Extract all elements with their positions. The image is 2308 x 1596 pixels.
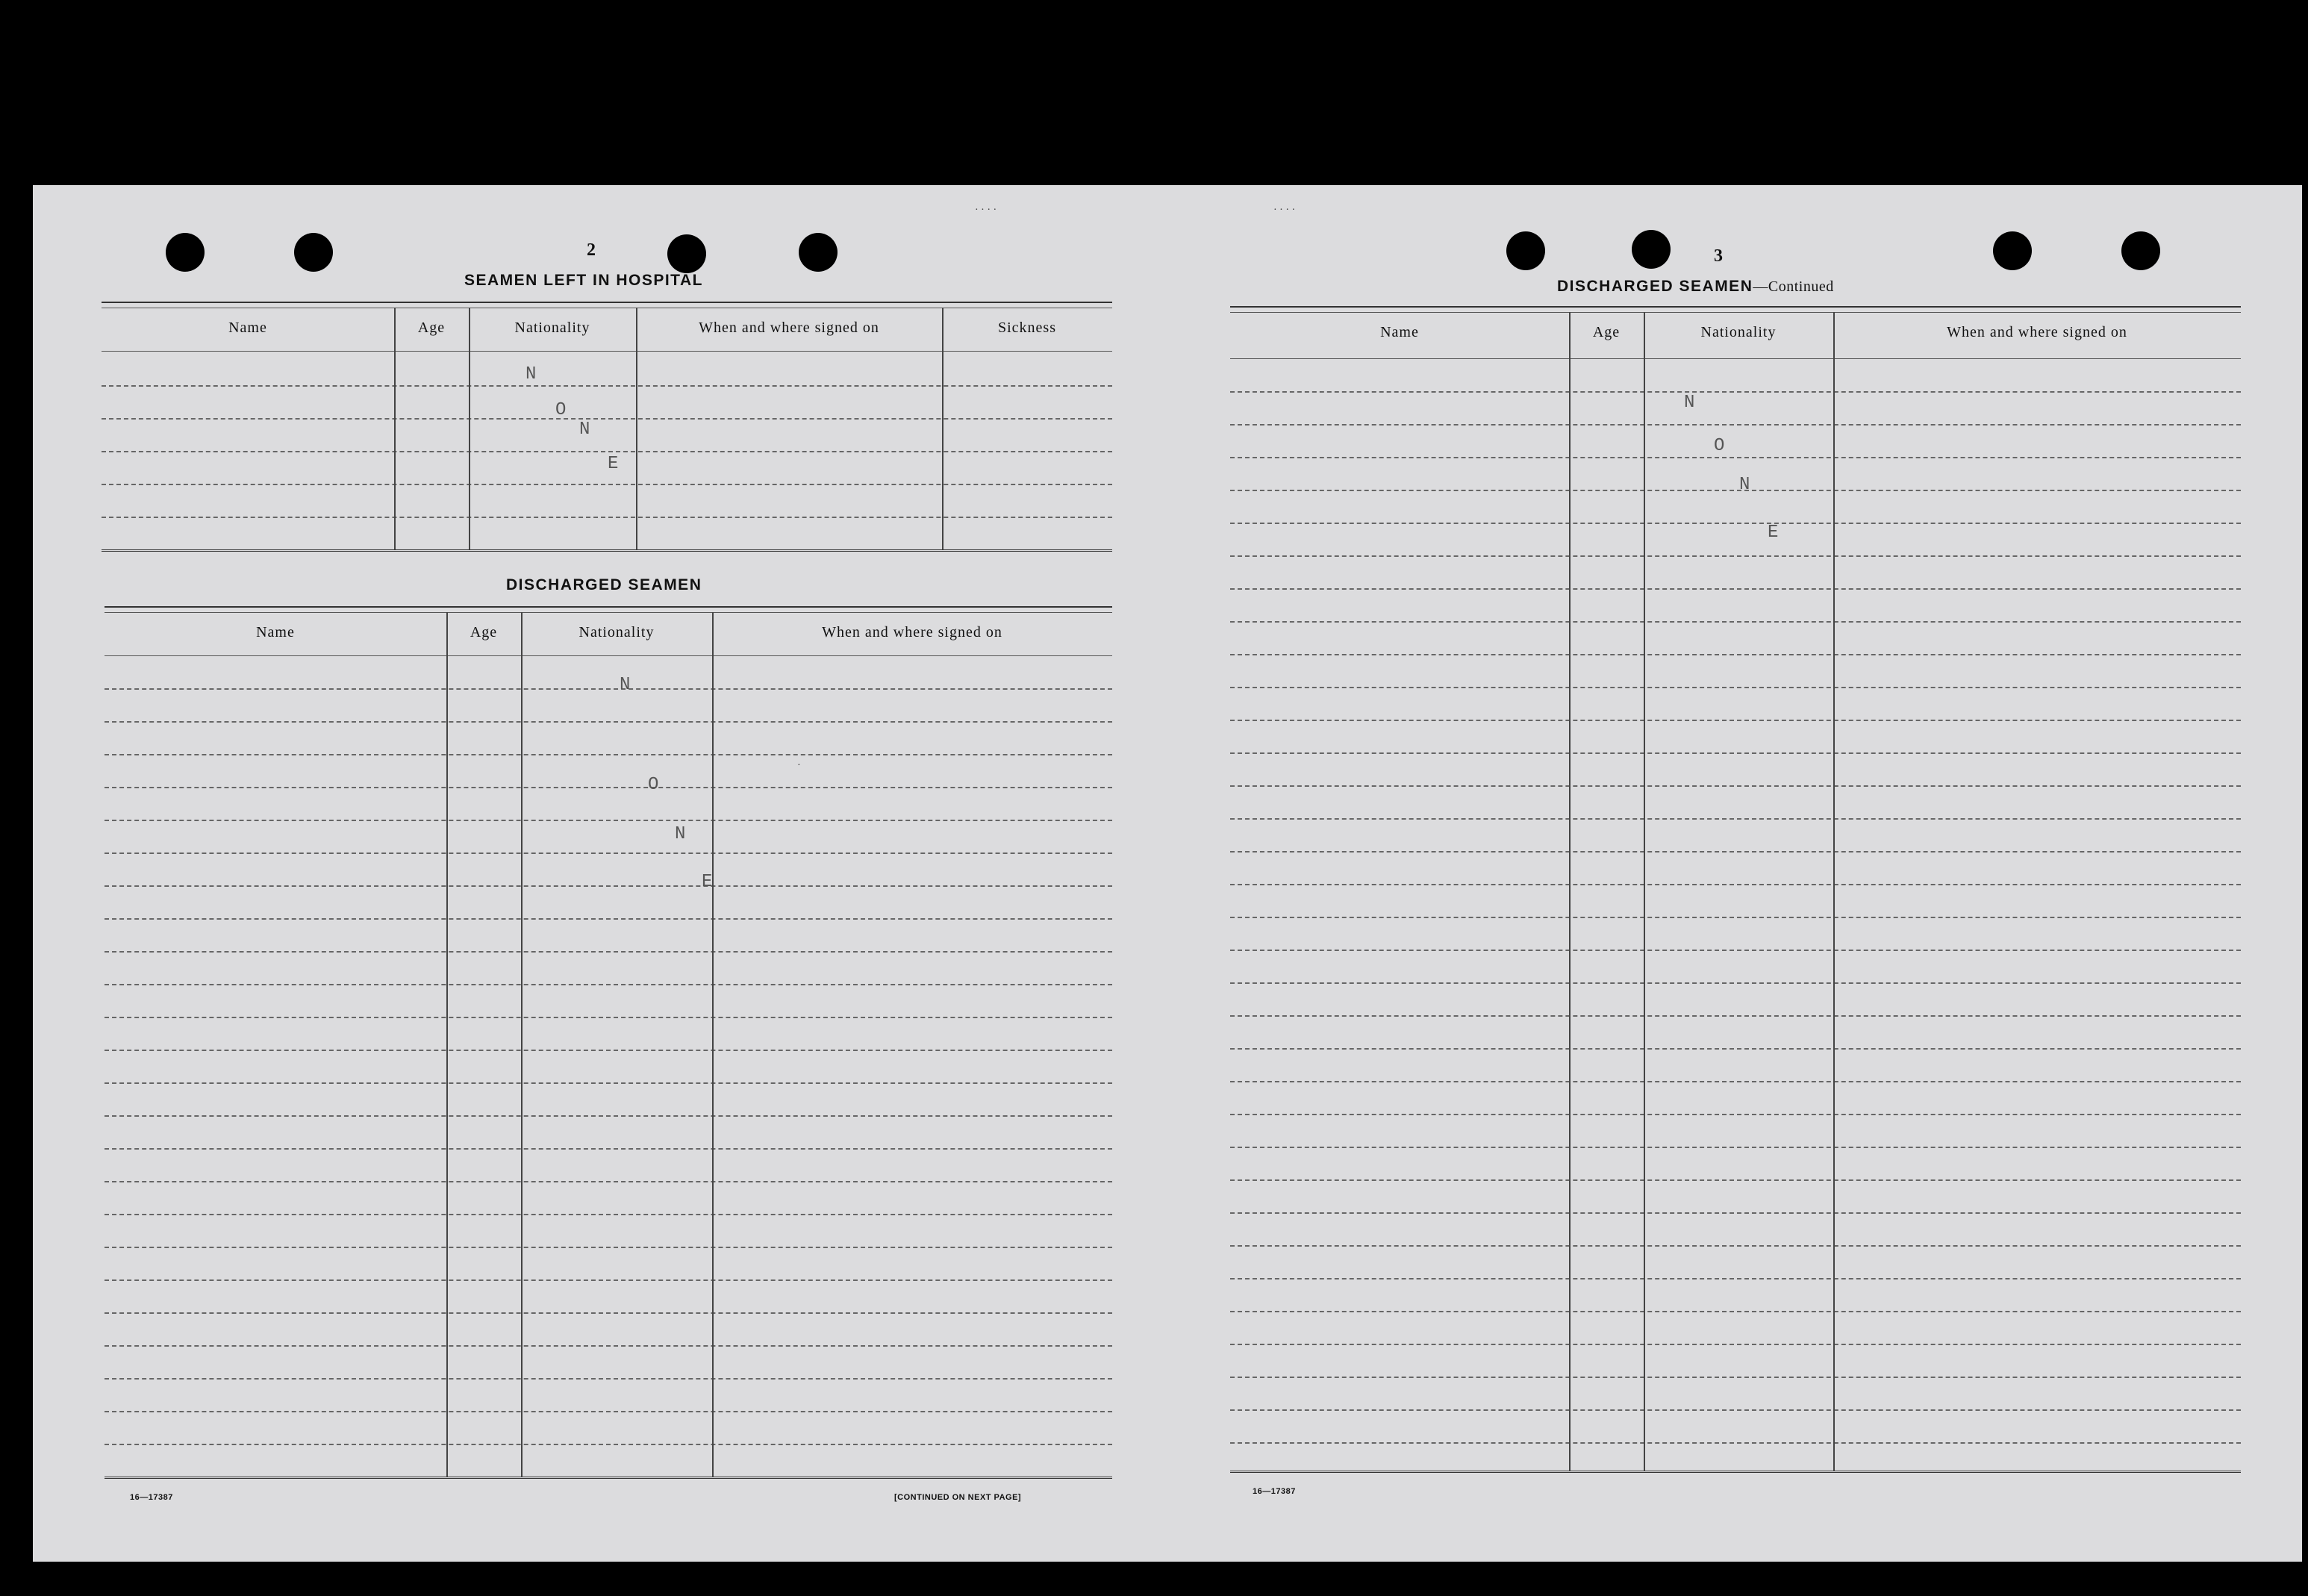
ink-speck: · · · · [1273,205,1296,216]
table-row [105,1115,1112,1117]
section-title [1557,278,1834,296]
table-row [1230,1442,2241,1444]
none-stamp-letter: O [648,775,659,795]
none-stamp-letter: N [675,824,686,844]
none-stamp-letter: E [1768,523,1779,543]
table-row [1230,1245,2241,1247]
binder-hole [799,233,838,272]
table-row [105,1247,1112,1248]
table-row [1230,851,2241,852]
table-row [1230,752,2241,754]
table-row [1230,1409,2241,1411]
table-row [1230,490,2241,491]
section-title-suffix: —Continued [1753,278,1834,295]
table-row [105,918,1112,920]
table-row [105,1378,1112,1380]
table-row [1230,720,2241,721]
table-row [105,1411,1112,1412]
none-stamp-letter: N [1684,393,1695,413]
page-number: 3 [1714,246,1723,266]
table-row [105,1279,1112,1281]
column-header-sickness: Sickness [998,319,1056,336]
binder-hole [1993,231,2032,270]
table-row [1230,917,2241,918]
column-header-nationality: Nationality [514,319,590,336]
column-header-name: Name [1380,324,1419,340]
table-row [105,1148,1112,1150]
table-row [1230,588,2241,590]
table-row [102,517,1112,518]
table-row [1230,1377,2241,1378]
table-row [1230,391,2241,393]
document-sheet [33,185,2302,1562]
none-stamp-letter: E [702,872,713,892]
none-stamp-letter: N [1739,475,1750,495]
binder-hole [1632,230,1671,269]
table-row [105,754,1112,755]
table-row [1230,1114,2241,1115]
none-stamp-letter: O [1714,436,1725,456]
table-row [1230,1311,2241,1312]
column-header-signed-on: When and where signed on [822,624,1002,640]
table-row [105,721,1112,723]
column-header-age: Age [417,319,446,336]
binder-hole [667,234,706,273]
column-header-signed-on: When and where signed on [1947,324,2127,340]
table-row [1230,1179,2241,1181]
table-row [105,1214,1112,1215]
table-row [1230,1048,2241,1050]
table-row [1230,1081,2241,1082]
table-row [105,1181,1112,1182]
none-stamp-letter: N [525,364,537,384]
column-header-nationality: Nationality [1700,324,1777,340]
none-stamp-letter: N [620,675,631,695]
table-row [102,451,1112,452]
none-stamp-letter: O [555,400,567,420]
table-row [1230,785,2241,787]
none-stamp-letter: E [608,454,619,474]
table-row [105,1345,1112,1347]
page-number: 2 [587,240,596,260]
binder-hole [294,233,333,272]
section-title: SEAMEN LEFT IN HOSPITAL [464,272,703,289]
table-row [105,984,1112,985]
table-row [1230,1278,2241,1279]
column-header-age: Age [1592,324,1621,340]
table-row [105,1017,1112,1018]
table-row [105,951,1112,953]
section-title-text: DISCHARGED SEAMEN [1557,278,1753,295]
column-header-name: Name [228,319,267,336]
none-stamp-letter: N [579,420,590,440]
table-row [105,1312,1112,1314]
section-title: DISCHARGED SEAMEN [506,576,702,593]
table-row [1230,424,2241,426]
table-row [105,1082,1112,1084]
column-header-nationality: Nationality [578,624,655,640]
table-row [105,852,1112,854]
table-row [1230,884,2241,885]
table-row [105,688,1112,690]
table-row [1230,818,2241,820]
binder-hole [166,233,205,272]
form-number: 16—17387 [130,1493,173,1502]
table-row [1230,555,2241,557]
table-row [1230,1147,2241,1148]
form-number: 16—17387 [1253,1487,1296,1496]
table-row [105,787,1112,788]
table-row [1230,687,2241,688]
table-row [1230,950,2241,951]
table-row [1230,1212,2241,1214]
binder-hole [1506,231,1545,270]
discharged-table [105,606,1112,1494]
continued-note: [CONTINUED ON NEXT PAGE] [894,1493,1022,1502]
table-row [105,1050,1112,1051]
table-row [1230,982,2241,984]
column-header-signed-on: When and where signed on [699,319,879,336]
table-row [1230,523,2241,524]
table-row [102,385,1112,387]
table-row [105,885,1112,887]
table-row [1230,654,2241,655]
column-header-age: Age [470,624,498,640]
table-row [1230,1344,2241,1345]
column-header-name: Name [256,624,295,640]
table-row [102,418,1112,420]
table-row [102,484,1112,485]
table-row [1230,457,2241,458]
ink-speck: · · · · [975,205,997,216]
table-row [1230,621,2241,623]
binder-hole [2121,231,2160,270]
table-row [105,1444,1112,1445]
table-row [105,820,1112,821]
table-row [1230,1015,2241,1017]
discharged-continued-table [1230,306,2241,1493]
ink-speck: · [797,760,801,771]
